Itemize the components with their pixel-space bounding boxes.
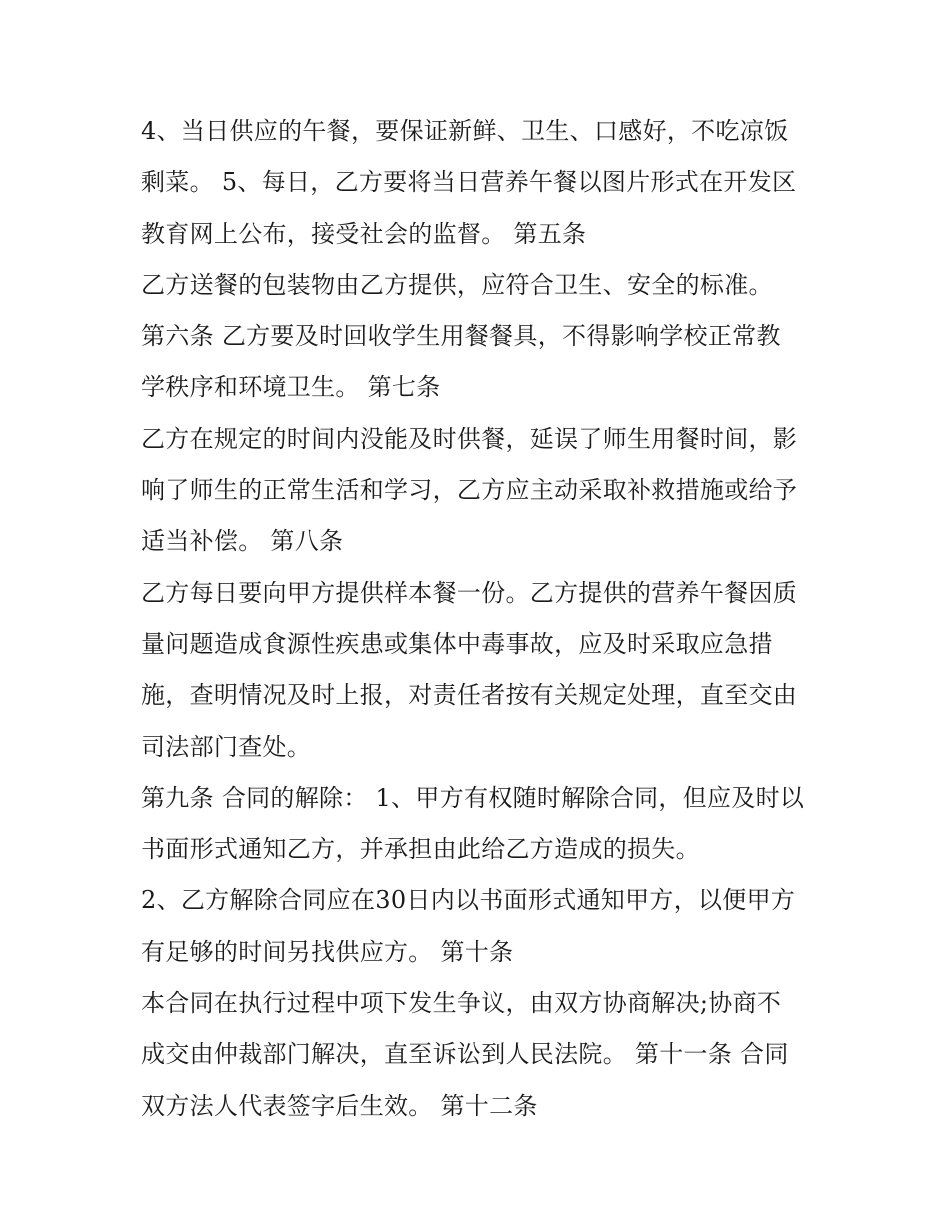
text-line: 施，查明情况及时上报，对责任者按有关规定处理，直至交由 — [141, 681, 798, 710]
text-line: 乙方在规定的时间内没能及时供餐，延误了师生用餐时间，影 — [141, 424, 798, 453]
text-line: 成交由仲裁部门解决，直至诉讼到人民法院。 第十一条 合同 — [141, 1040, 789, 1069]
text-line: 4、当日供应的午餐，要保证新鲜、卫生、口感好，不吃凉饭 — [141, 117, 789, 145]
document-body — [141, 106, 821, 1132]
text-line: 双方法人代表签字后生效。 第十二条 — [141, 1091, 538, 1120]
text-line: 量问题造成食源性疾患或集体中毒事故，应及时采取应急措 — [141, 629, 773, 658]
text-line: 有足够的时间另找供应方。 第十条 — [141, 937, 514, 966]
text-line: 适当补偿。 第八条 — [141, 527, 344, 556]
text-line: 司法部门查处。 — [141, 732, 312, 761]
text-line: 第六条 乙方要及时回收学生用餐餐具，不得影响学校正常教 — [141, 322, 781, 351]
text-line: 第九条 合同的解除： 1、甲方有权随时解除合同，但应及时以 — [141, 783, 805, 812]
text-line: 2、乙方解除合同应在30日内以书面形式通知甲方，以便甲方 — [141, 886, 796, 915]
text-line: 乙方每日要向甲方提供样本餐一份。乙方提供的营养午餐因质 — [141, 578, 798, 607]
text-line: 学秩序和环境卫生。 第七条 — [141, 373, 441, 402]
text-line: 乙方送餐的包装物由乙方提供，应符合卫生、安全的标准。 — [141, 270, 773, 299]
text-line: 书面形式通知乙方，并承担由此给乙方造成的损失。 — [141, 835, 700, 864]
text-line: 剩菜。 5、每日，乙方要将当日营养午餐以图片形式在开发区 — [141, 168, 797, 197]
text-line: 响了师生的正常生活和学习，乙方应主动采取补救措施或给予 — [141, 476, 798, 505]
text-line: 本合同在执行过程中项下发生争议，由双方协商解决;协商不 — [141, 989, 782, 1018]
text-line: 教育网上公布，接受社会的监督。 第五条 — [141, 219, 587, 248]
